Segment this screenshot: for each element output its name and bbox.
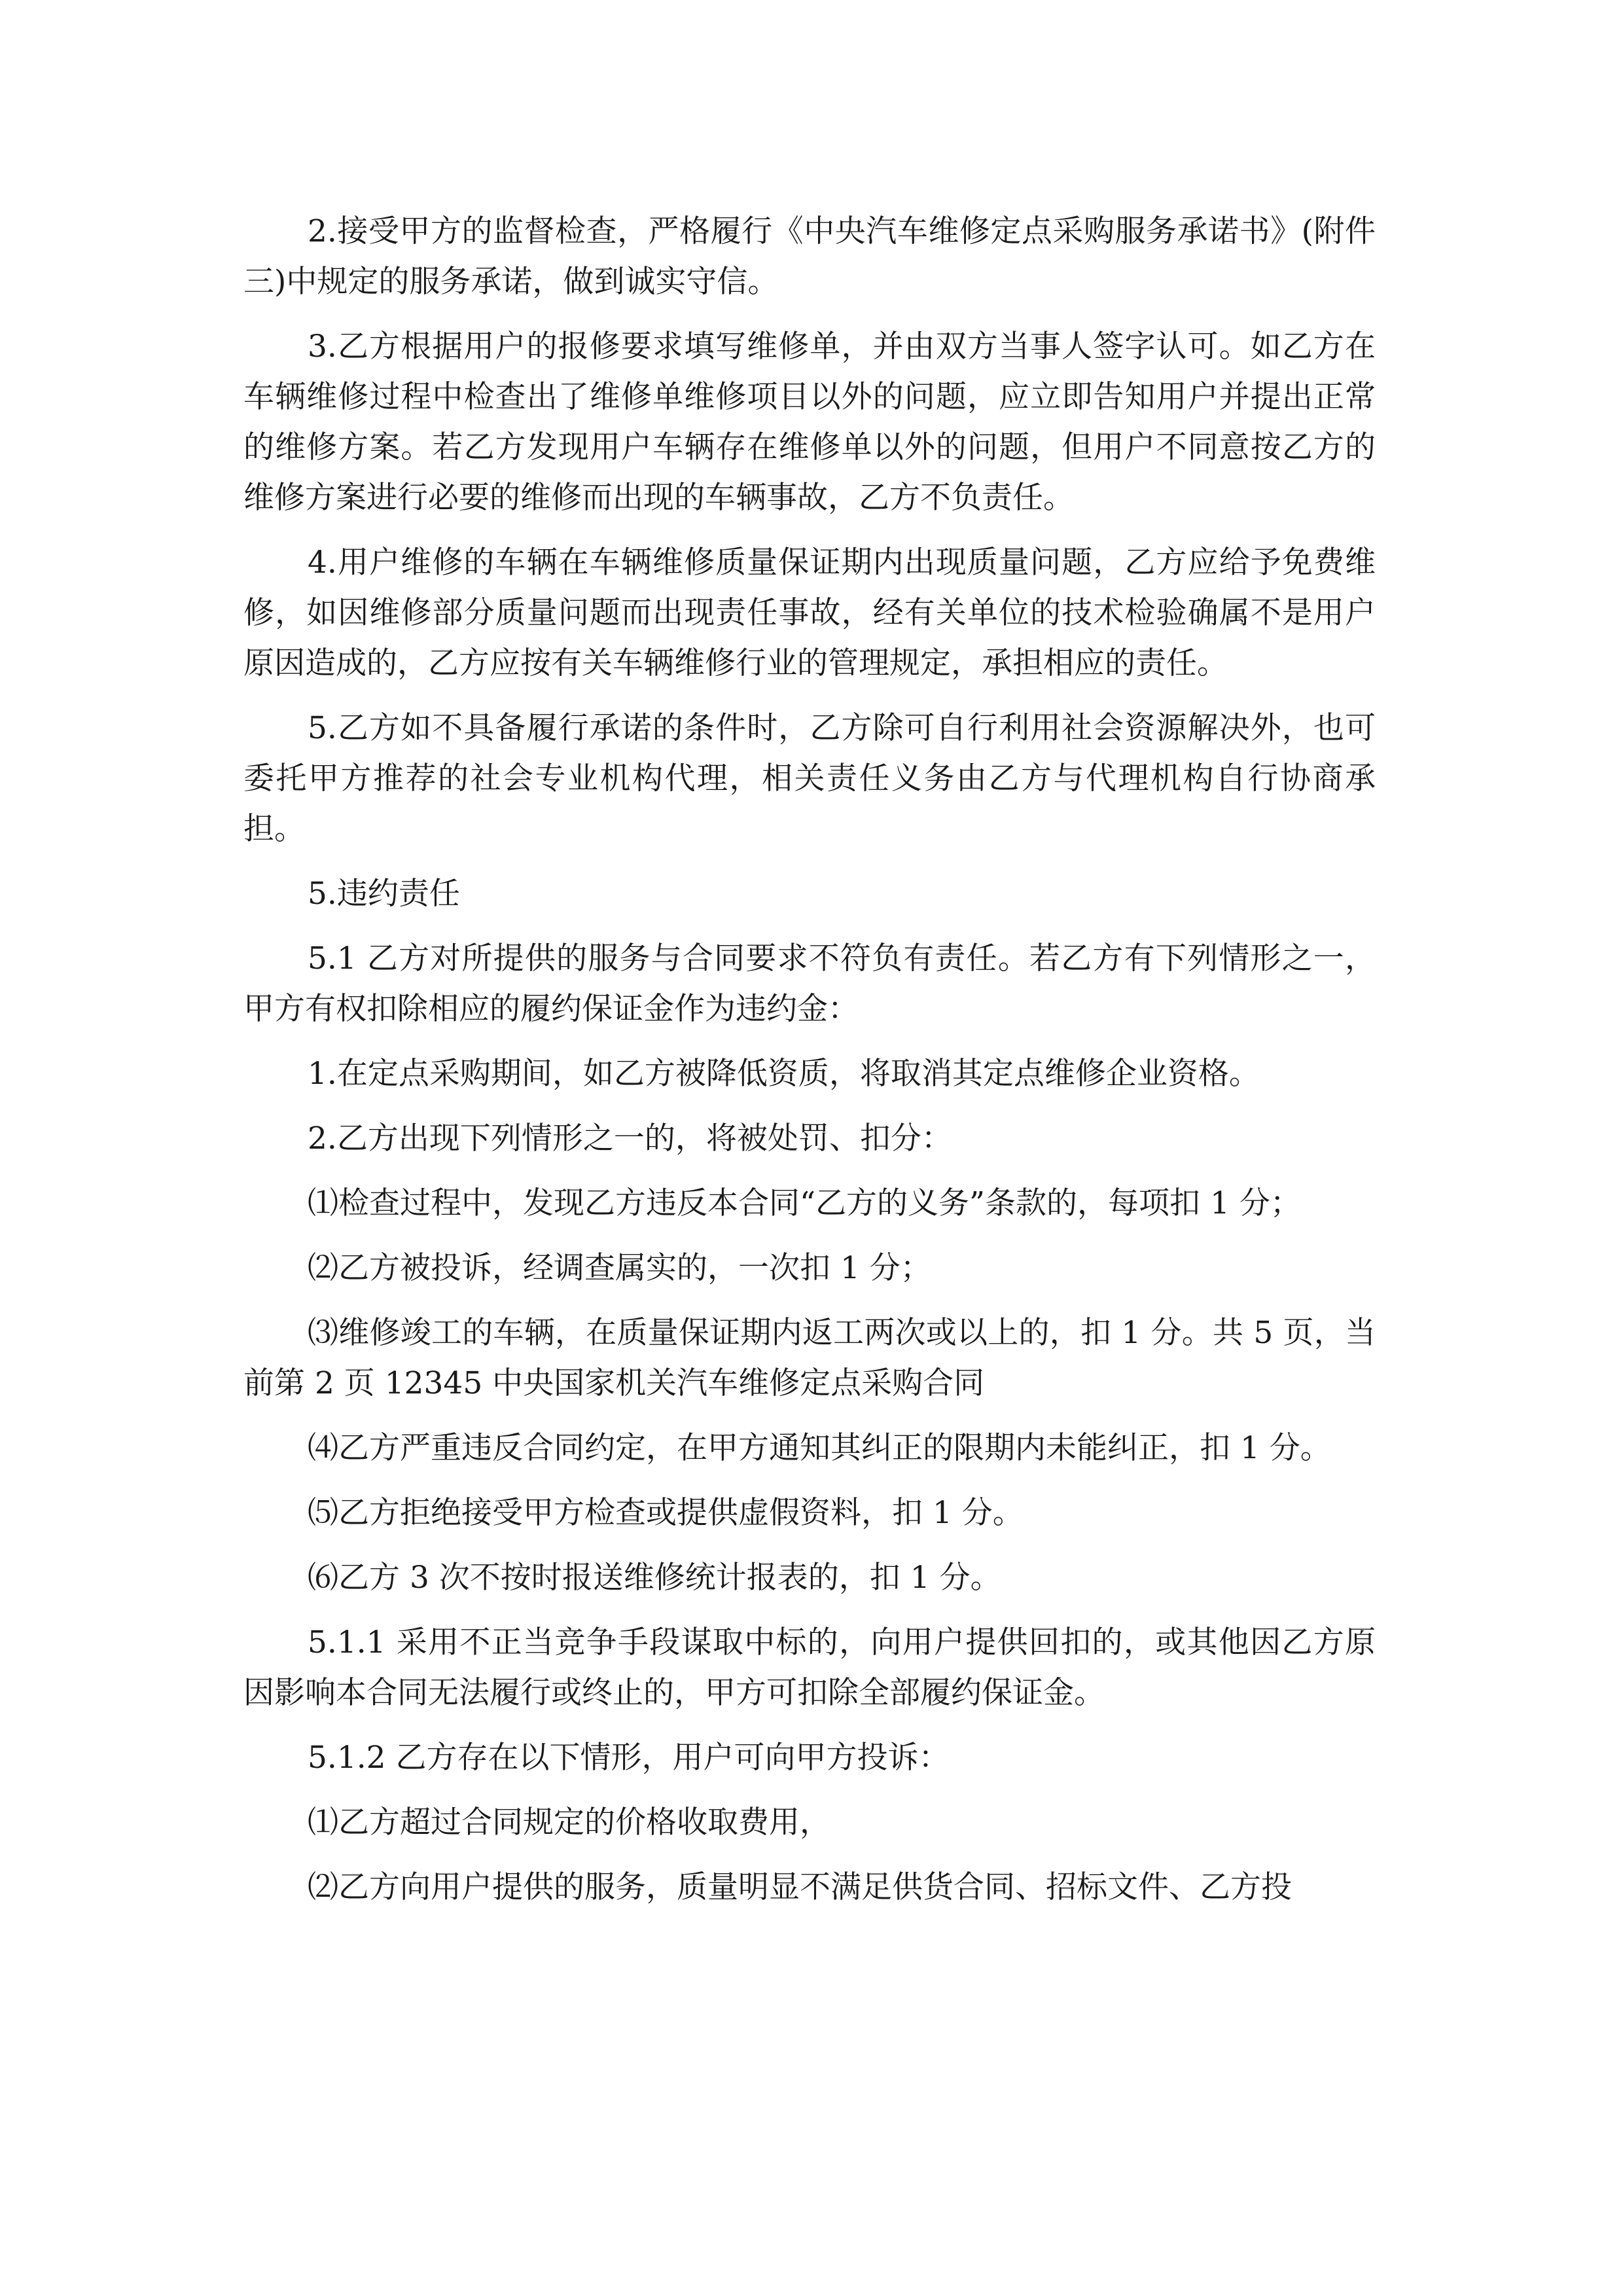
paragraph-clause-5-1: 5.1 乙方对所提供的服务与合同要求不符负有责任。若乙方有下列情形之一，甲方有权扣除相应的履约保证金作为违约金： [243, 941, 1376, 1027]
paragraph-subitem-3: ⑶维修竣工的车辆，在质量保证期内返工两次或以上的，扣 1 分。共 5 页，当前第 2 页 12345 中央国家机关汽车维修定点采购合同 [243, 1315, 1376, 1401]
paragraph-obligation-4: 4.用户维修的车辆在车辆维修质量保证期内出现质量问题，乙方应给予免费维修，如因维修部分质量问题而出现责任事故，经有关单位的技术检验确属不是用户原因造成的，乙方应按有关车辆维修行业的管理规定，承担相应的责任。 [243, 545, 1376, 681]
paragraph-clause-5-1-1: 5.1.1 采用不正当竞争手段谋取中标的，向用户提供回扣的，或其他因乙方原因影响本合同无法履行或终止的，甲方可扣除全部履约保证金。 [243, 1624, 1376, 1711]
paragraph-clause-5-1-2: 5.1.2 乙方存在以下情形，用户可向甲方投诉： [308, 1740, 950, 1776]
paragraph-item-1: 1.在定点采购期间，如乙方被降低资质，将取消其定点维修企业资格。 [308, 1056, 1260, 1092]
paragraph-obligation-5: 5.乙方如不具备履行承诺的条件时，乙方除可自行利用社会资源解决外，也可委托甲方推荐的社会专业机构代理，相关责任义务由乙方与代理机构自行协商承担。 [243, 710, 1376, 847]
paragraph-subitem-2: ⑵乙方被投诉，经调查属实的，一次扣 1 分； [308, 1250, 931, 1286]
paragraph-item-2: 2.乙方出现下列情形之一的，将被处罚、扣分： [308, 1121, 952, 1157]
paragraph-subitem-5: ⑸乙方拒绝接受甲方检查或提供虚假资料，扣 1 分。 [308, 1495, 1024, 1531]
paragraph-complaint-2: ⑵乙方向用户提供的服务，质量明显不满足供货合同、招标文件、乙方投 [308, 1869, 1292, 1905]
paragraph-obligation-3: 3.乙方根据用户的报修要求填写维修单，并由双方当事人签字认可。如乙方在车辆维修过程中检查出了维修单维修项目以外的问题，应立即告知用户并提出正常的维修方案。若乙方发现用户车辆存在维修单以外的问题，但用户不同意按乙方的维修方案进行必要的维修而出现的车辆事故，乙方不负责任。 [243, 329, 1376, 516]
paragraph-subitem-1: ⑴检查过程中，发现乙方违反本合同“乙方的义务”条款的，每项扣 1 分； [308, 1185, 1301, 1221]
paragraph-complaint-1: ⑴乙方超过合同规定的价格收取费用， [308, 1804, 830, 1840]
section-heading-liability: 5.违约责任 [308, 876, 460, 912]
paragraph-subitem-4: ⑷乙方严重违反合同约定，在甲方通知其纠正的限期内未能纠正，扣 1 分。 [308, 1430, 1331, 1466]
document-body [243, 206, 1376, 1927]
paragraph-subitem-6: ⑹乙方 3 次不按时报送维修统计报表的，扣 1 分。 [308, 1560, 1001, 1596]
paragraph-obligation-2: 2.接受甲方的监督检查，严格履行《中央汽车维修定点采购服务承诺书》(附件三)中规定的服务承诺，做到诚实守信。 [243, 213, 1376, 300]
